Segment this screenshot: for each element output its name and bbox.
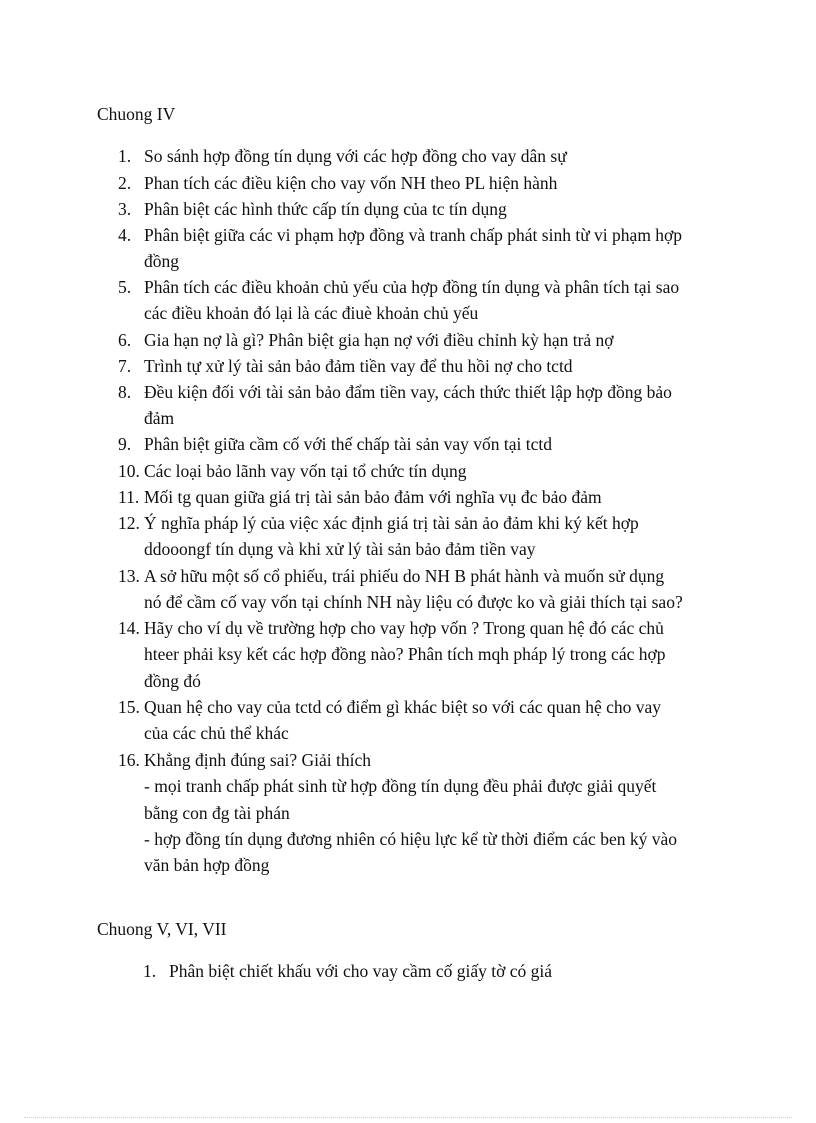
item-text: Trình tự xử lý tài sản bảo đảm tiền vay để thu hồi nợ cho tctd xyxy=(144,356,573,376)
item-number: 9. xyxy=(118,434,132,454)
item-text: Phan tích các điều kiện cho vay vốn NH theo PL hiện hành xyxy=(144,172,558,193)
item-text: Mối tg quan giữa giá trị tài sản bảo đảm với nghĩa vụ đc bảo đảm xyxy=(144,487,602,507)
item-text: Gia hạn nợ là gì? Phân biệt gia hạn nợ với điều chỉnh kỳ hạn trả nợ xyxy=(144,330,614,350)
item-number: 11. xyxy=(118,487,140,507)
list-item xyxy=(118,196,738,222)
chapter-4-heading: Chuong IV xyxy=(97,104,176,124)
item-number: 13. xyxy=(118,566,140,586)
item-text: Ý nghĩa pháp lý của việc xác định giá trị tài sản ảo đảm khi ký kết hợp xyxy=(144,513,639,533)
list-item xyxy=(118,694,738,747)
item-text: của các chủ thể khác xyxy=(144,723,289,744)
item-text: đảm xyxy=(144,408,175,429)
list-item xyxy=(118,327,738,353)
item-number: 4. xyxy=(118,225,132,245)
page-bottom-rule xyxy=(24,1117,792,1118)
item-text: đồng xyxy=(144,251,179,272)
item-number: 10. xyxy=(118,461,140,481)
list-item xyxy=(118,458,738,484)
item-text: - hợp đồng tín dụng đương nhiên có hiệu lực kể từ thời điểm các ben ký vào xyxy=(144,828,677,849)
item-number: 5. xyxy=(118,277,132,297)
item-text: Các loại bảo lãnh vay vốn tại tổ chức tín dụng xyxy=(144,461,467,481)
item-text: các điều khoản đó lại là các điuè khoản chủ yếu xyxy=(144,303,479,324)
item-number: 1. xyxy=(143,961,157,981)
item-text: Phân biệt giữa cầm cố với thế chấp tài sản vay vốn tại tctd xyxy=(144,434,552,454)
item-number: 6. xyxy=(118,330,132,350)
item-text: A sở hữu một số cổ phiếu, trái phiếu do NH B phát hành và muốn sử dụng xyxy=(144,566,665,586)
list-item xyxy=(118,170,738,196)
list-item xyxy=(118,353,738,379)
item-number: 16. xyxy=(118,750,140,770)
item-number: 15. xyxy=(118,697,140,717)
item-text: Quan hệ cho vay của tctd có điểm gì khác biệt so với các quan hệ cho vay xyxy=(144,697,662,717)
list-item xyxy=(118,274,738,327)
list-item xyxy=(118,431,738,457)
item-text: Khẳng định đúng sai? Giải thích xyxy=(144,750,371,770)
item-text: Phân biệt chiết khấu với cho vay cầm cố giấy tờ có giá xyxy=(169,961,552,981)
item-text: Phân tích các điều khoản chủ yếu của hợp đồng tín dụng và phân tích tại sao xyxy=(144,277,680,297)
item-text: bằng con đg tài phán xyxy=(144,802,290,823)
item-number: 14. xyxy=(118,618,140,638)
item-text: hteer phải ksy kết các hợp đồng nào? Phân tích mqh pháp lý trong các hợp xyxy=(144,644,666,665)
list-item xyxy=(118,484,738,510)
item-text: Hãy cho ví dụ về trường hợp cho vay hợp vốn ? Trong quan hệ đó các chủ xyxy=(144,618,664,638)
item-text: Đều kiện đối với tài sản bảo đẩm tiền vay, cách thức thiết lập hợp đồng bảo xyxy=(144,382,672,402)
item-text: Phân biệt giữa các vi phạm hợp đồng và tranh chấp phát sinh từ vi phạm hợp xyxy=(144,225,683,245)
list-item xyxy=(118,510,738,563)
list-item xyxy=(118,222,738,275)
chapter-5-7-heading: Chuong V, VI, VII xyxy=(97,919,227,939)
list-item xyxy=(118,615,738,694)
list-item xyxy=(118,747,738,878)
item-text: nó để cầm cố vay vốn tại chính NH này liệu có được ko và giải thích tại sao? xyxy=(144,592,683,613)
list-item xyxy=(143,958,552,984)
item-number: 1. xyxy=(118,146,132,166)
item-text: đồng đó xyxy=(144,670,201,691)
item-number: 12. xyxy=(118,513,140,533)
list-item xyxy=(118,379,738,432)
item-number: 7. xyxy=(118,356,132,376)
item-number: 3. xyxy=(118,199,132,219)
item-text: - mọi tranh chấp phát sinh từ hợp đồng tín dụng đều phải được giải quyết xyxy=(144,776,657,797)
item-number: 2. xyxy=(118,172,132,193)
item-text: ddooongf tín dụng và khi xử lý tài sản bảo đảm tiền vay xyxy=(144,539,536,560)
list-item xyxy=(118,143,738,169)
item-text: văn bản hợp đồng xyxy=(144,855,270,876)
item-text: Phân biệt các hình thức cấp tín dụng của tc tín dụng xyxy=(144,199,507,219)
list-item xyxy=(118,563,738,616)
item-text: So sánh hợp đồng tín dụng với các hợp đồng cho vay dân sự xyxy=(144,146,567,166)
item-number: 8. xyxy=(118,382,132,402)
